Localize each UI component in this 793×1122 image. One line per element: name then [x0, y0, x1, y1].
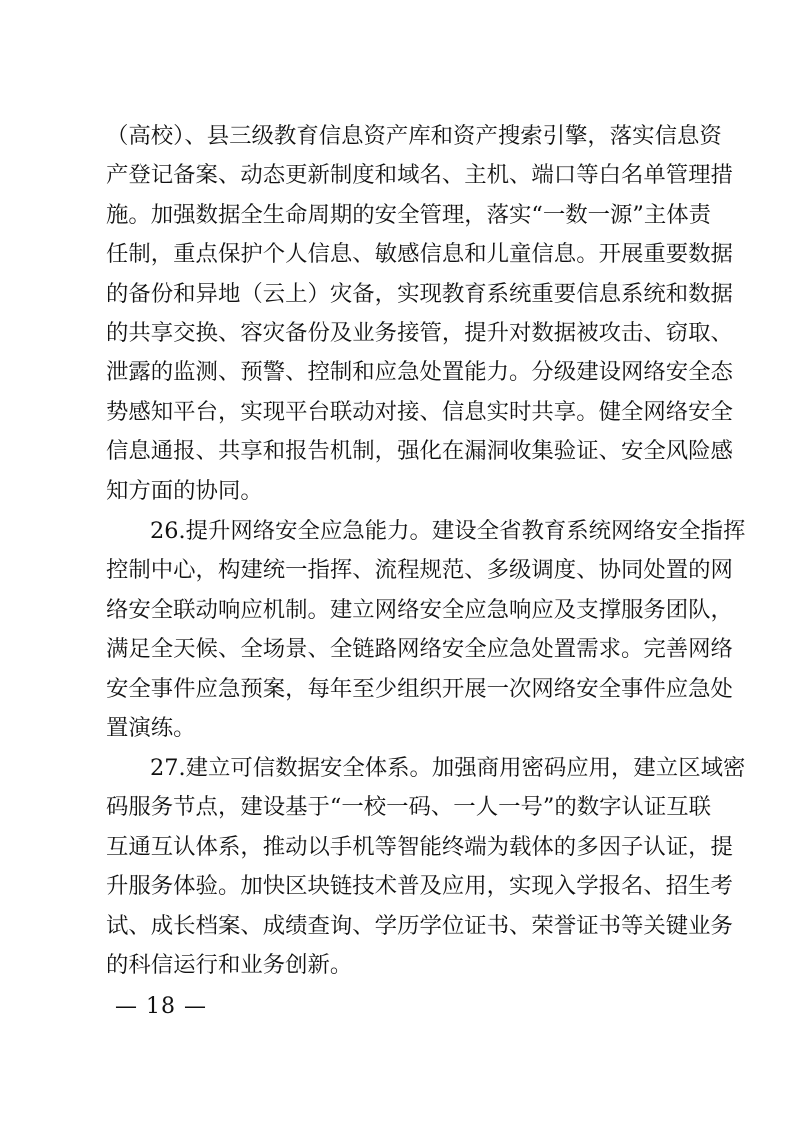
- paragraph-line: 控制中心，构建统一指挥、流程规范、多级调度、协同处置的网: [106, 557, 733, 584]
- paragraph-line: （高校）、县三级教育信息资产库和资产搜索引擎，落实信息资: [106, 123, 722, 149]
- paragraph-emergency-capability: [106, 512, 746, 748]
- paragraph-line: 26.提升网络安全应急能力。建设全省教育系统网络安全指挥: [150, 518, 746, 544]
- paragraph-line: 的共享交换、容灾备份及业务接管，提升对数据被攻击、窃取、: [106, 319, 733, 346]
- paragraph-line: 势感知平台，实现平台联动对接、信息实时共享。健全网络安全: [106, 398, 733, 425]
- paragraph-line: 泄露的监测、预警、控制和应急处置能力。分级建设网络安全态: [106, 359, 733, 386]
- paragraph-line: 知方面的协同。: [106, 477, 263, 504]
- paragraph-line: 施。加强数据全生命周期的安全管理，落实“一数一源”主体责: [106, 201, 712, 228]
- paragraph-line: 任制，重点保护个人信息、敏感信息和儿童信息。开展重要数据: [106, 241, 733, 268]
- paragraph-line: 的备份和异地（云上）灾备，实现教育系统重要信息系统和数据: [106, 280, 733, 307]
- paragraph-line: 试、成长档案、成绩查询、学历学位证书、荣誉证书等关键业务: [106, 912, 733, 939]
- paragraph-line: 27.建立可信数据安全体系。加强商用密码应用，建立区域密: [150, 755, 746, 781]
- paragraph-line: 的科信运行和业务创新。: [106, 951, 353, 978]
- paragraph-line: 升服务体验。加快区块链技术普及应用，实现入学报名、招生考: [106, 873, 733, 900]
- paragraph-line: 产登记备案、动态更新制度和域名、主机、端口等白名单管理措: [106, 162, 733, 189]
- paragraph-trusted-data-security: [106, 749, 746, 985]
- paragraph-line: 满足全天候、全场景、全链路网络安全应急处置需求。完善网络: [106, 636, 733, 663]
- page-number: — 18 —: [115, 994, 207, 1019]
- paragraph-line: 络安全联动响应机制。建立网络安全应急响应及支撑服务团队，: [106, 596, 733, 623]
- paragraph-line: 置演练。: [106, 714, 196, 741]
- paragraph-line: 安全事件应急预案，每年至少组织开展一次网络安全事件应急处: [106, 675, 733, 702]
- paragraph-line: 信息通报、共享和报告机制，强化在漏洞收集验证、安全风险感: [106, 438, 733, 465]
- paragraph-data-management: [106, 117, 733, 511]
- paragraph-line: 互通互认体系，推动以手机等智能终端为载体的多因子认证，提: [106, 833, 733, 860]
- paragraph-line: 码服务节点，建设基于“一校一码、一人一号”的数字认证互联: [106, 794, 712, 821]
